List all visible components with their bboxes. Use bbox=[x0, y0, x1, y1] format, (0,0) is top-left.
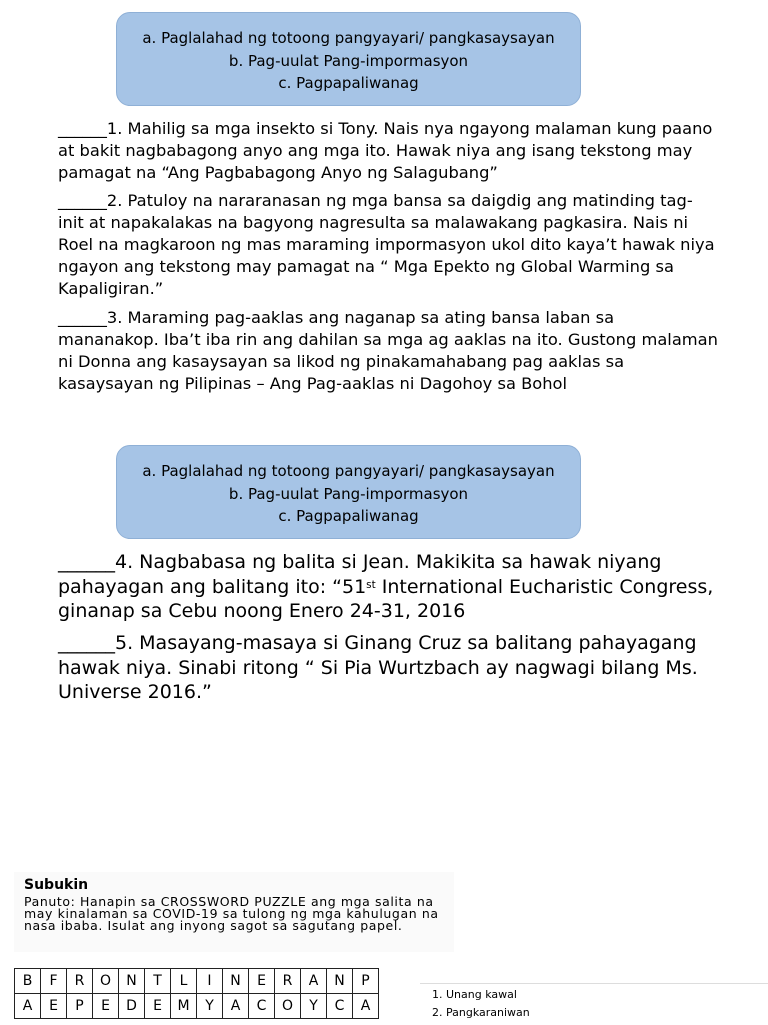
clue-list bbox=[420, 983, 768, 1025]
puzzle-cell: T bbox=[145, 969, 171, 994]
choice-a: a. Paglalahad ng totoong pangyayari/ pangkasaysayan bbox=[142, 29, 555, 47]
puzzle-cell: A bbox=[301, 969, 327, 994]
puzzle-cell: N bbox=[119, 969, 145, 994]
choice-b: b. Pag-uulat Pang-impormasyon bbox=[228, 51, 469, 70]
puzzle-cell: B bbox=[15, 969, 41, 994]
ordinal-suffix: st bbox=[366, 579, 376, 592]
puzzle-cell: R bbox=[275, 969, 301, 994]
puzzle-cell: O bbox=[93, 969, 119, 994]
puzzle-cell: R bbox=[67, 969, 93, 994]
puzzle-cell: I bbox=[197, 969, 223, 994]
question-5 bbox=[58, 631, 748, 705]
subukin-section bbox=[14, 872, 454, 952]
puzzle-cell: F bbox=[41, 969, 67, 994]
puzzle-cell: N bbox=[223, 969, 249, 994]
puzzle-cell: N bbox=[327, 969, 353, 994]
puzzle-row bbox=[15, 969, 379, 994]
instructions: Panuto: Hanapin sa CROSSWORD PUZZLE ang mga salita na may kinalaman sa COVID-19 sa tulong ng mga kahulugan na nasa ibaba. Isulat ang inyong sagot sa sagutang papel. bbox=[24, 894, 439, 933]
question-2 bbox=[58, 190, 718, 300]
choice-b: b. Pag-uulat Pang-impormasyon bbox=[228, 484, 469, 503]
puzzle-cell: E bbox=[93, 994, 119, 1019]
choices-box-bottom bbox=[116, 445, 581, 539]
puzzle-cell: A bbox=[223, 994, 249, 1019]
crossword-puzzle bbox=[14, 968, 379, 1019]
puzzle-cell: Y bbox=[301, 994, 327, 1019]
clue-item: 1. Unang kawal bbox=[432, 988, 517, 1001]
puzzle-cell: C bbox=[327, 994, 353, 1019]
question-text: 5. Masayang-masaya si Ginang Cruz sa balitang pahayagang hawak niya. Sinabi ritong “ Si Pia Wurtzbach ay nagwagi bilang Ms. Universe 2016.” bbox=[58, 632, 698, 703]
question-1 bbox=[58, 118, 718, 184]
puzzle-cell: P bbox=[67, 994, 93, 1019]
puzzle-cell: C bbox=[249, 994, 275, 1019]
answer-blank: ______ bbox=[58, 191, 107, 210]
puzzle-cell: E bbox=[145, 994, 171, 1019]
question-text: 2. Patuloy na nararanasan ng mga bansa sa daigdig ang matinding tag-init at napakalakas na bagyong nagresulta sa malawakang pagkasira. Nais ni Roel na magkaroon ng mas maraming impormasyon ukol dito kaya’t hawak niya ngayon ang tekstong may pamagat na “ Mga Epekto ng Global Warming sa Kapaligiran.” bbox=[58, 191, 715, 298]
puzzle-cell: A bbox=[353, 994, 379, 1019]
question-3 bbox=[58, 307, 718, 395]
choice-a: a. Paglalahad ng totoong pangyayari/ pangkasaysayan bbox=[142, 462, 555, 480]
puzzle-cell: E bbox=[249, 969, 275, 994]
question-text: 3. Maraming pag-aaklas ang naganap sa ating bansa laban sa mananakop. Iba’t iba rin ang dahilan sa mga ag aaklas na ito. Gustong malaman ni Donna ang kasaysayan sa likod ng pinakamahabang pag aaklas sa kasaysayan ng Pilipinas – Ang Pag-aaklas ni Dagohoy sa Bohol bbox=[58, 308, 718, 393]
puzzle-cell: P bbox=[353, 969, 379, 994]
question-text: 1. Mahilig sa mga insekto si Tony. Nais nya ngayong malaman kung paano at bakit nagbabagong anyo ang mga ito. Hawak niya ang isang tekstong may pamagat na “Ang Pagbabagong Anyo ng Salagubang” bbox=[58, 119, 713, 182]
clue-item: 2. Pangkaraniwan bbox=[432, 1006, 530, 1019]
answer-blank: ______ bbox=[58, 308, 107, 327]
answer-blank: ______ bbox=[58, 551, 115, 573]
choices-box-top bbox=[116, 12, 581, 106]
puzzle-cell: L bbox=[171, 969, 197, 994]
question-text: 4. Nagbabasa ng balita si Jean. Makikita sa hawak niyang pahayagan ang balitang ito: “51 bbox=[58, 551, 662, 598]
puzzle-row bbox=[15, 994, 379, 1019]
puzzle-cell: D bbox=[119, 994, 145, 1019]
puzzle-cell: E bbox=[41, 994, 67, 1019]
question-4 bbox=[58, 550, 748, 624]
answer-blank: ______ bbox=[58, 632, 115, 654]
puzzle-cell: Y bbox=[197, 994, 223, 1019]
section-title: Subukin bbox=[24, 877, 89, 893]
puzzle-cell: M bbox=[171, 994, 197, 1019]
puzzle-cell: O bbox=[275, 994, 301, 1019]
question-text-end: International Eucharistic Congress, ginanap sa Cebu noong Enero 24-31, 2016 bbox=[58, 575, 714, 622]
choice-c: c. Pagpapaliwanag bbox=[278, 507, 419, 525]
choice-c: c. Pagpapaliwanag bbox=[278, 74, 419, 92]
puzzle-cell: A bbox=[15, 994, 41, 1019]
answer-blank: ______ bbox=[58, 119, 107, 138]
